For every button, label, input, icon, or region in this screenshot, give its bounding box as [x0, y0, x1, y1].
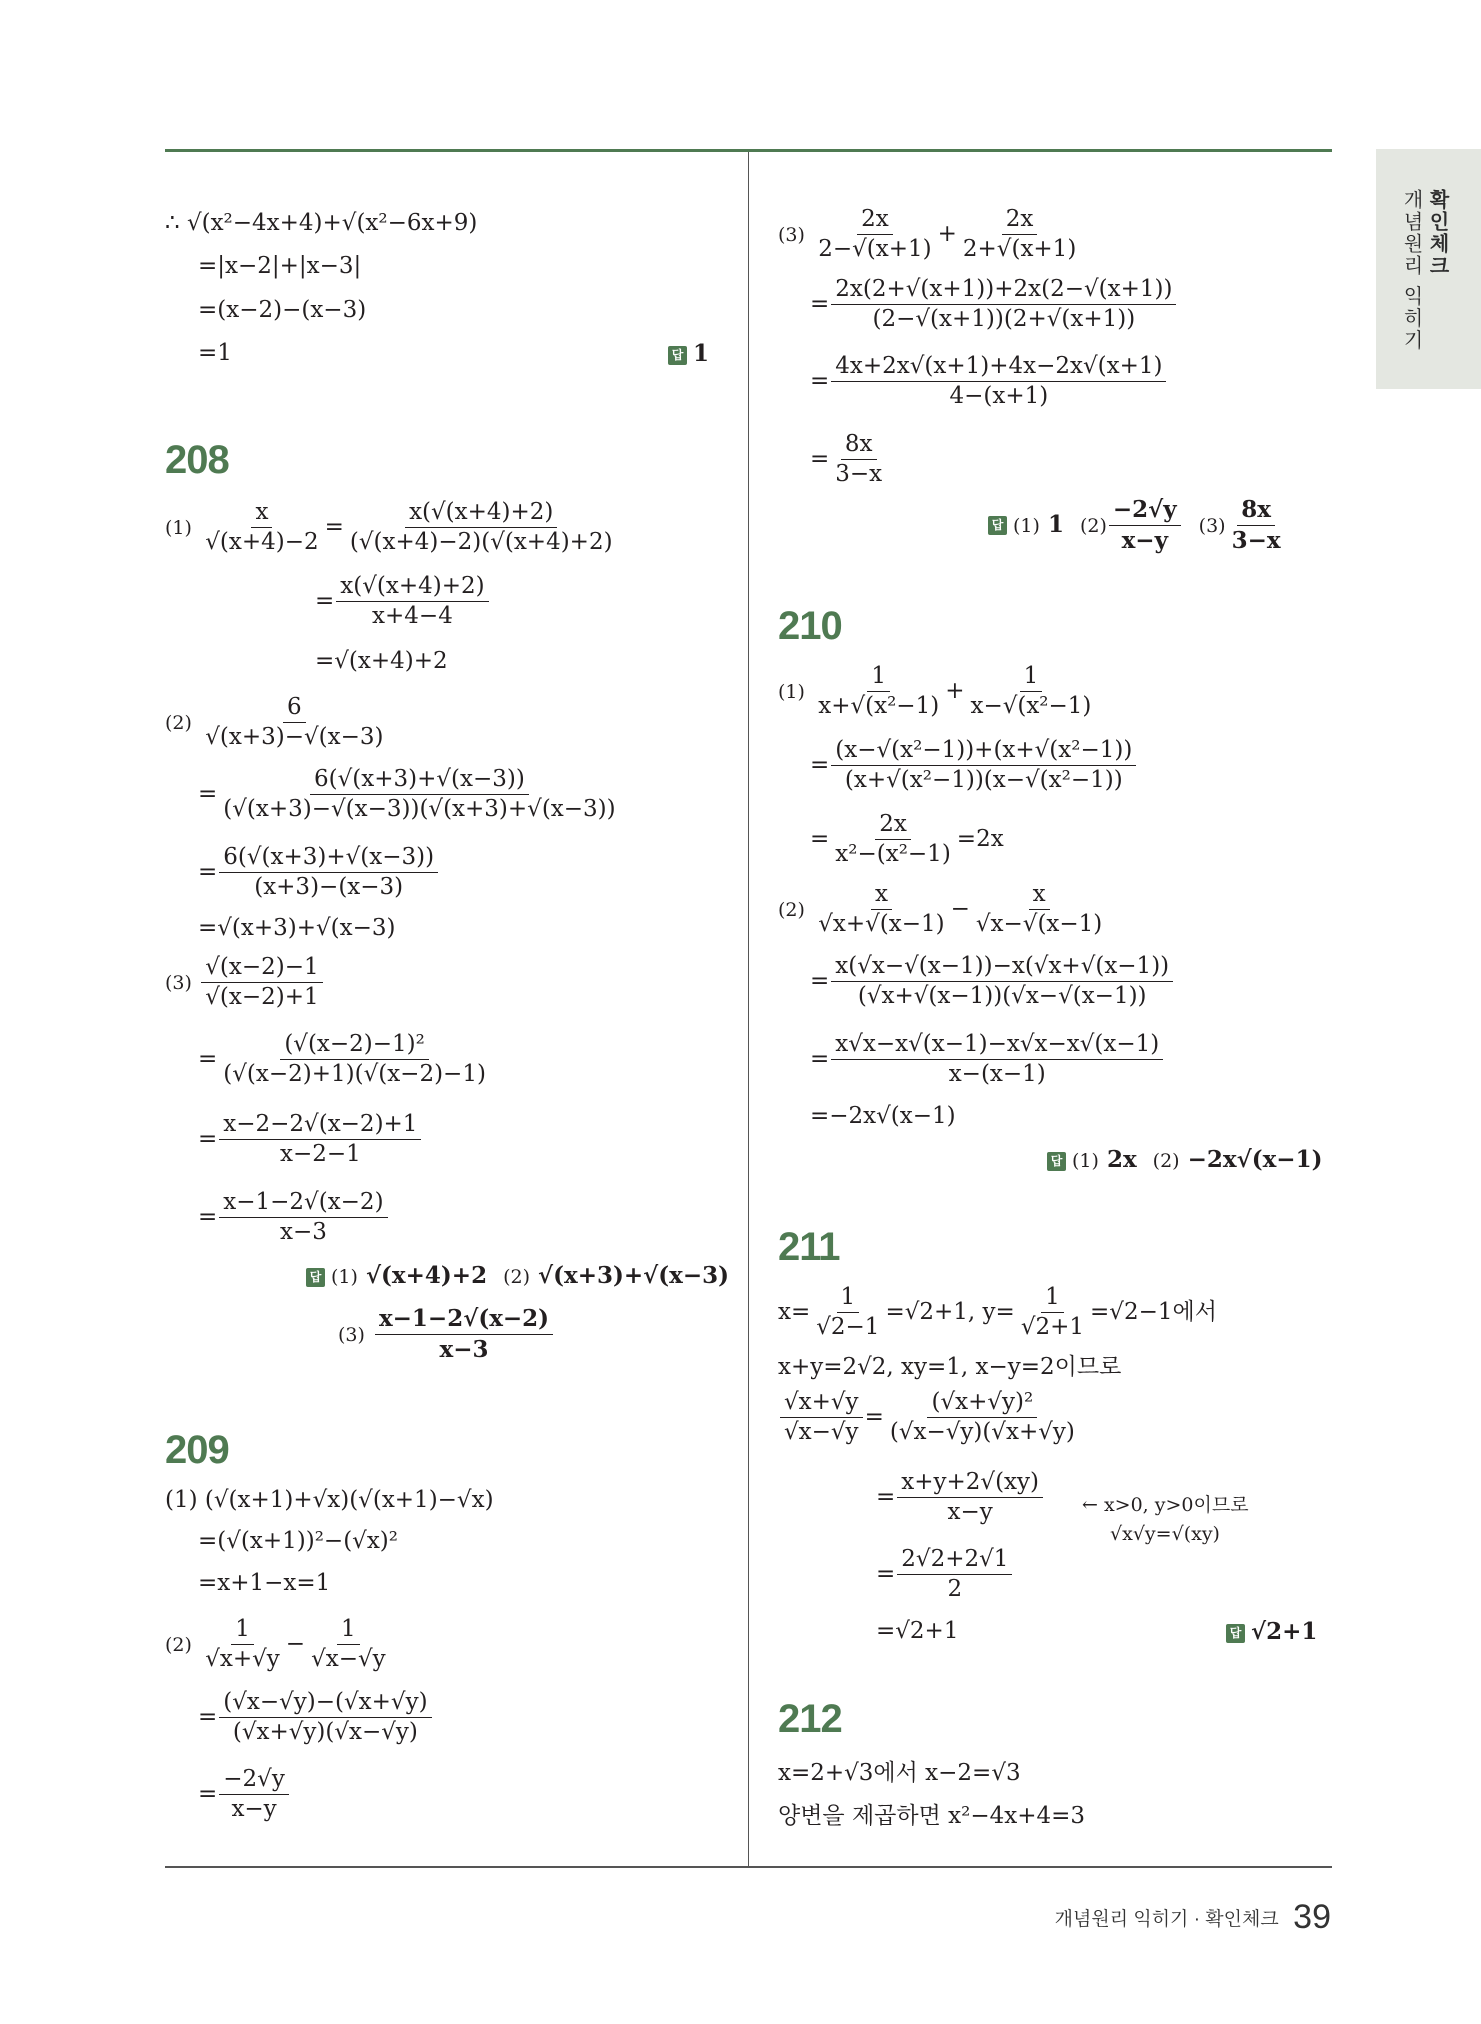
problem-number-210: 210 — [778, 604, 842, 648]
footer-title: 개념원리 익히기 · 확인체크 — [1054, 1909, 1279, 1930]
intro-line: =(x−2)−(x−3) — [198, 297, 367, 323]
intro-line: ∴ √(x²−4x+4)+√(x²−6x+9) — [165, 210, 478, 236]
problem-number-211: 211 — [778, 1225, 840, 1269]
math-line: x=2+√3에서 x−2=√3 — [778, 1760, 1021, 1786]
math-line: = $\frac{-2√y}{x-y}$ — [198, 1765, 291, 1825]
math-line: =√(x+4)+2 — [315, 648, 448, 674]
math-line: 양변을 제곱하면 x²−4x+4=3 — [778, 1803, 1086, 1829]
math-line: =√(x+3)+√(x−3) — [198, 915, 396, 941]
math-line: = $\frac{4x+2x√(x+1)+4x-2x√(x+1)}{4-(x+1)}$ — [810, 352, 1168, 412]
math-line: =(√(x+1))²−(√x)² — [198, 1528, 398, 1554]
side-tab-line2: 개념원리 익히기 — [1400, 189, 1424, 352]
math-line: (3) $\frac{2x}{2-√(x+1)}$ + $\frac{2x}{2+√(x+1)}$ — [778, 206, 1077, 262]
math-line: = $\frac{x-1-2√(x-2)}{x-3}$ — [198, 1188, 390, 1248]
answer-badge-icon: 답 — [306, 1268, 325, 1287]
side-tab-line1: 확인체크 — [1426, 189, 1450, 277]
math-line: = $\frac{x-2-2√(x-2)+1}{x-2-1}$ — [198, 1110, 423, 1170]
intro-answer: 답 1 — [668, 340, 709, 367]
math-line: (2) $\frac{6}{√(x+3)-√(x-3)}$ — [165, 694, 384, 750]
problem-number-212: 212 — [778, 1697, 842, 1741]
math-line: = $\frac{\text{(√(x−2)−1)²}}{(√(x-2)+1)(√(x-2)-1)}$ — [198, 1031, 486, 1087]
math-line: = $\frac{x+y+2√(xy)}{x-y}$ — [876, 1468, 1045, 1528]
math-line: =√2+1 — [876, 1618, 959, 1644]
side-note: √x√y=√(xy) — [1110, 1523, 1220, 1545]
side-tab — [1376, 149, 1481, 389]
math-line: (1) $\frac{x}{√(x+4)-2}$ = $\frac{x(√(x+4)+2)}{(√(x+4)-2)(√(x+4)+2)}$ — [165, 499, 613, 555]
math-line: =x+1−x=1 — [198, 1570, 331, 1596]
side-note: ← x>0, y>0이므로 — [1082, 1494, 1249, 1516]
math-line: = $\frac{x(√(x+4)+2)}{x+4-4}$ — [315, 572, 491, 632]
math-line: = $\frac{8x}{3-x}$ — [810, 431, 883, 487]
math-line: = $\frac{(√x-√y)-(√x+√y)}{(√x+√y)(√x-√y)}$ — [198, 1688, 434, 1748]
math-line: (3) $\frac{√(x-2)-1}{√(x-2)+1}$ — [165, 953, 325, 1013]
intro-line: =|x−2|+|x−3| — [198, 253, 362, 279]
answer-badge-icon: 답 — [668, 346, 687, 365]
math-line: = $\frac{x√x-x√(x-1)-x√x-x√(x-1)}{x-(x-1)}$ — [810, 1030, 1165, 1090]
math-line: (1) $\frac{1}{\text{x+√(x²−1)}}$ + $\frac{1}{\text{x−√(x²−1)}}$ — [778, 663, 1092, 719]
answer-badge-icon: 답 — [988, 516, 1007, 535]
answer-badge-icon: 답 — [1226, 1624, 1245, 1643]
math-line: = $\frac{6(√(x+3)+√(x-3))}{(√(x+3)-√(x-3))(√(x+3)+√(x-3))}$ — [198, 766, 616, 822]
math-line: = $\frac{2√2+2√1}{2}$ — [876, 1545, 1014, 1605]
answer-badge-icon: 답 — [1047, 1152, 1066, 1171]
math-line: = $\frac{x(√x-√(x-1))-x(√x+√(x-1))}{(√x+√(x-1))(√x-√(x-1))}$ — [810, 952, 1175, 1012]
math-line: = $\frac{\text{(x−√(x²−1))+(x+√(x²−1))}}{\text{(x+√(x²−1))(x−√(x²−1))}}$ — [810, 736, 1138, 796]
math-line: =−2x√(x−1) — [810, 1103, 956, 1129]
column-divider — [748, 152, 749, 1866]
answer-208-3: (3) $\frac{x-1-2√(x-2)}{x-3}$ — [338, 1305, 555, 1365]
math-line: $\frac{√x+√y}{√x-√y}$ = $\frac{\text{(√x+√y)²}}{(√x-√y)(√x+√y)}$ — [778, 1388, 1081, 1448]
math-line: = $\frac{2x}{\text{x²−(x²−1)}}$ =2x — [810, 811, 1004, 867]
math-line: (2) $\frac{x}{√x+√(x-1)}$ − $\frac{x}{√x-√(x-1)}$ — [778, 881, 1103, 937]
problem-number-208: 208 — [165, 438, 229, 482]
math-line: = $\frac{6(√(x+3)+√(x-3))}{(x+3)-(x-3)}$ — [198, 843, 440, 903]
math-line: x+y=2√2, xy=1, x−y=2이므로 — [778, 1354, 1122, 1380]
intro-line: =1 — [198, 340, 232, 366]
page-number: 39 — [1293, 1898, 1331, 1936]
bottom-rule — [165, 1866, 1332, 1868]
math-line: x= $\frac{1}{√2-1}$ =√2+1, y= $\frac{1}{√2+1}$ =√2−1에서 — [778, 1284, 1217, 1340]
math-line: = $\frac{2x(2+√(x+1))+2x(2-√(x+1))}{(2-√(x+1))(2+√(x+1))}$ — [810, 275, 1178, 335]
problem-number-209: 209 — [165, 1428, 229, 1472]
answer-211: 답 √2+1 — [1226, 1618, 1317, 1645]
answer-209: 답 (1) 1 (2) $\frac{-2√y}{x-y}$ (3) $\frac{8x}{3-x}$ — [988, 496, 1287, 556]
answer-208: 답 (1) √(x+4)+2 (2) √(x+3)+√(x−3) — [306, 1262, 729, 1289]
page-footer — [1055, 1898, 1331, 1937]
math-line: (1) (√(x+1)+√x)(√(x+1)−√x) — [165, 1487, 494, 1513]
math-line: (2) $\frac{1}{√x+√y}$ − $\frac{1}{√x-√y}$ — [165, 1616, 386, 1672]
answer-210: 답 (1) 2x (2) −2x√(x−1) — [1047, 1146, 1322, 1173]
